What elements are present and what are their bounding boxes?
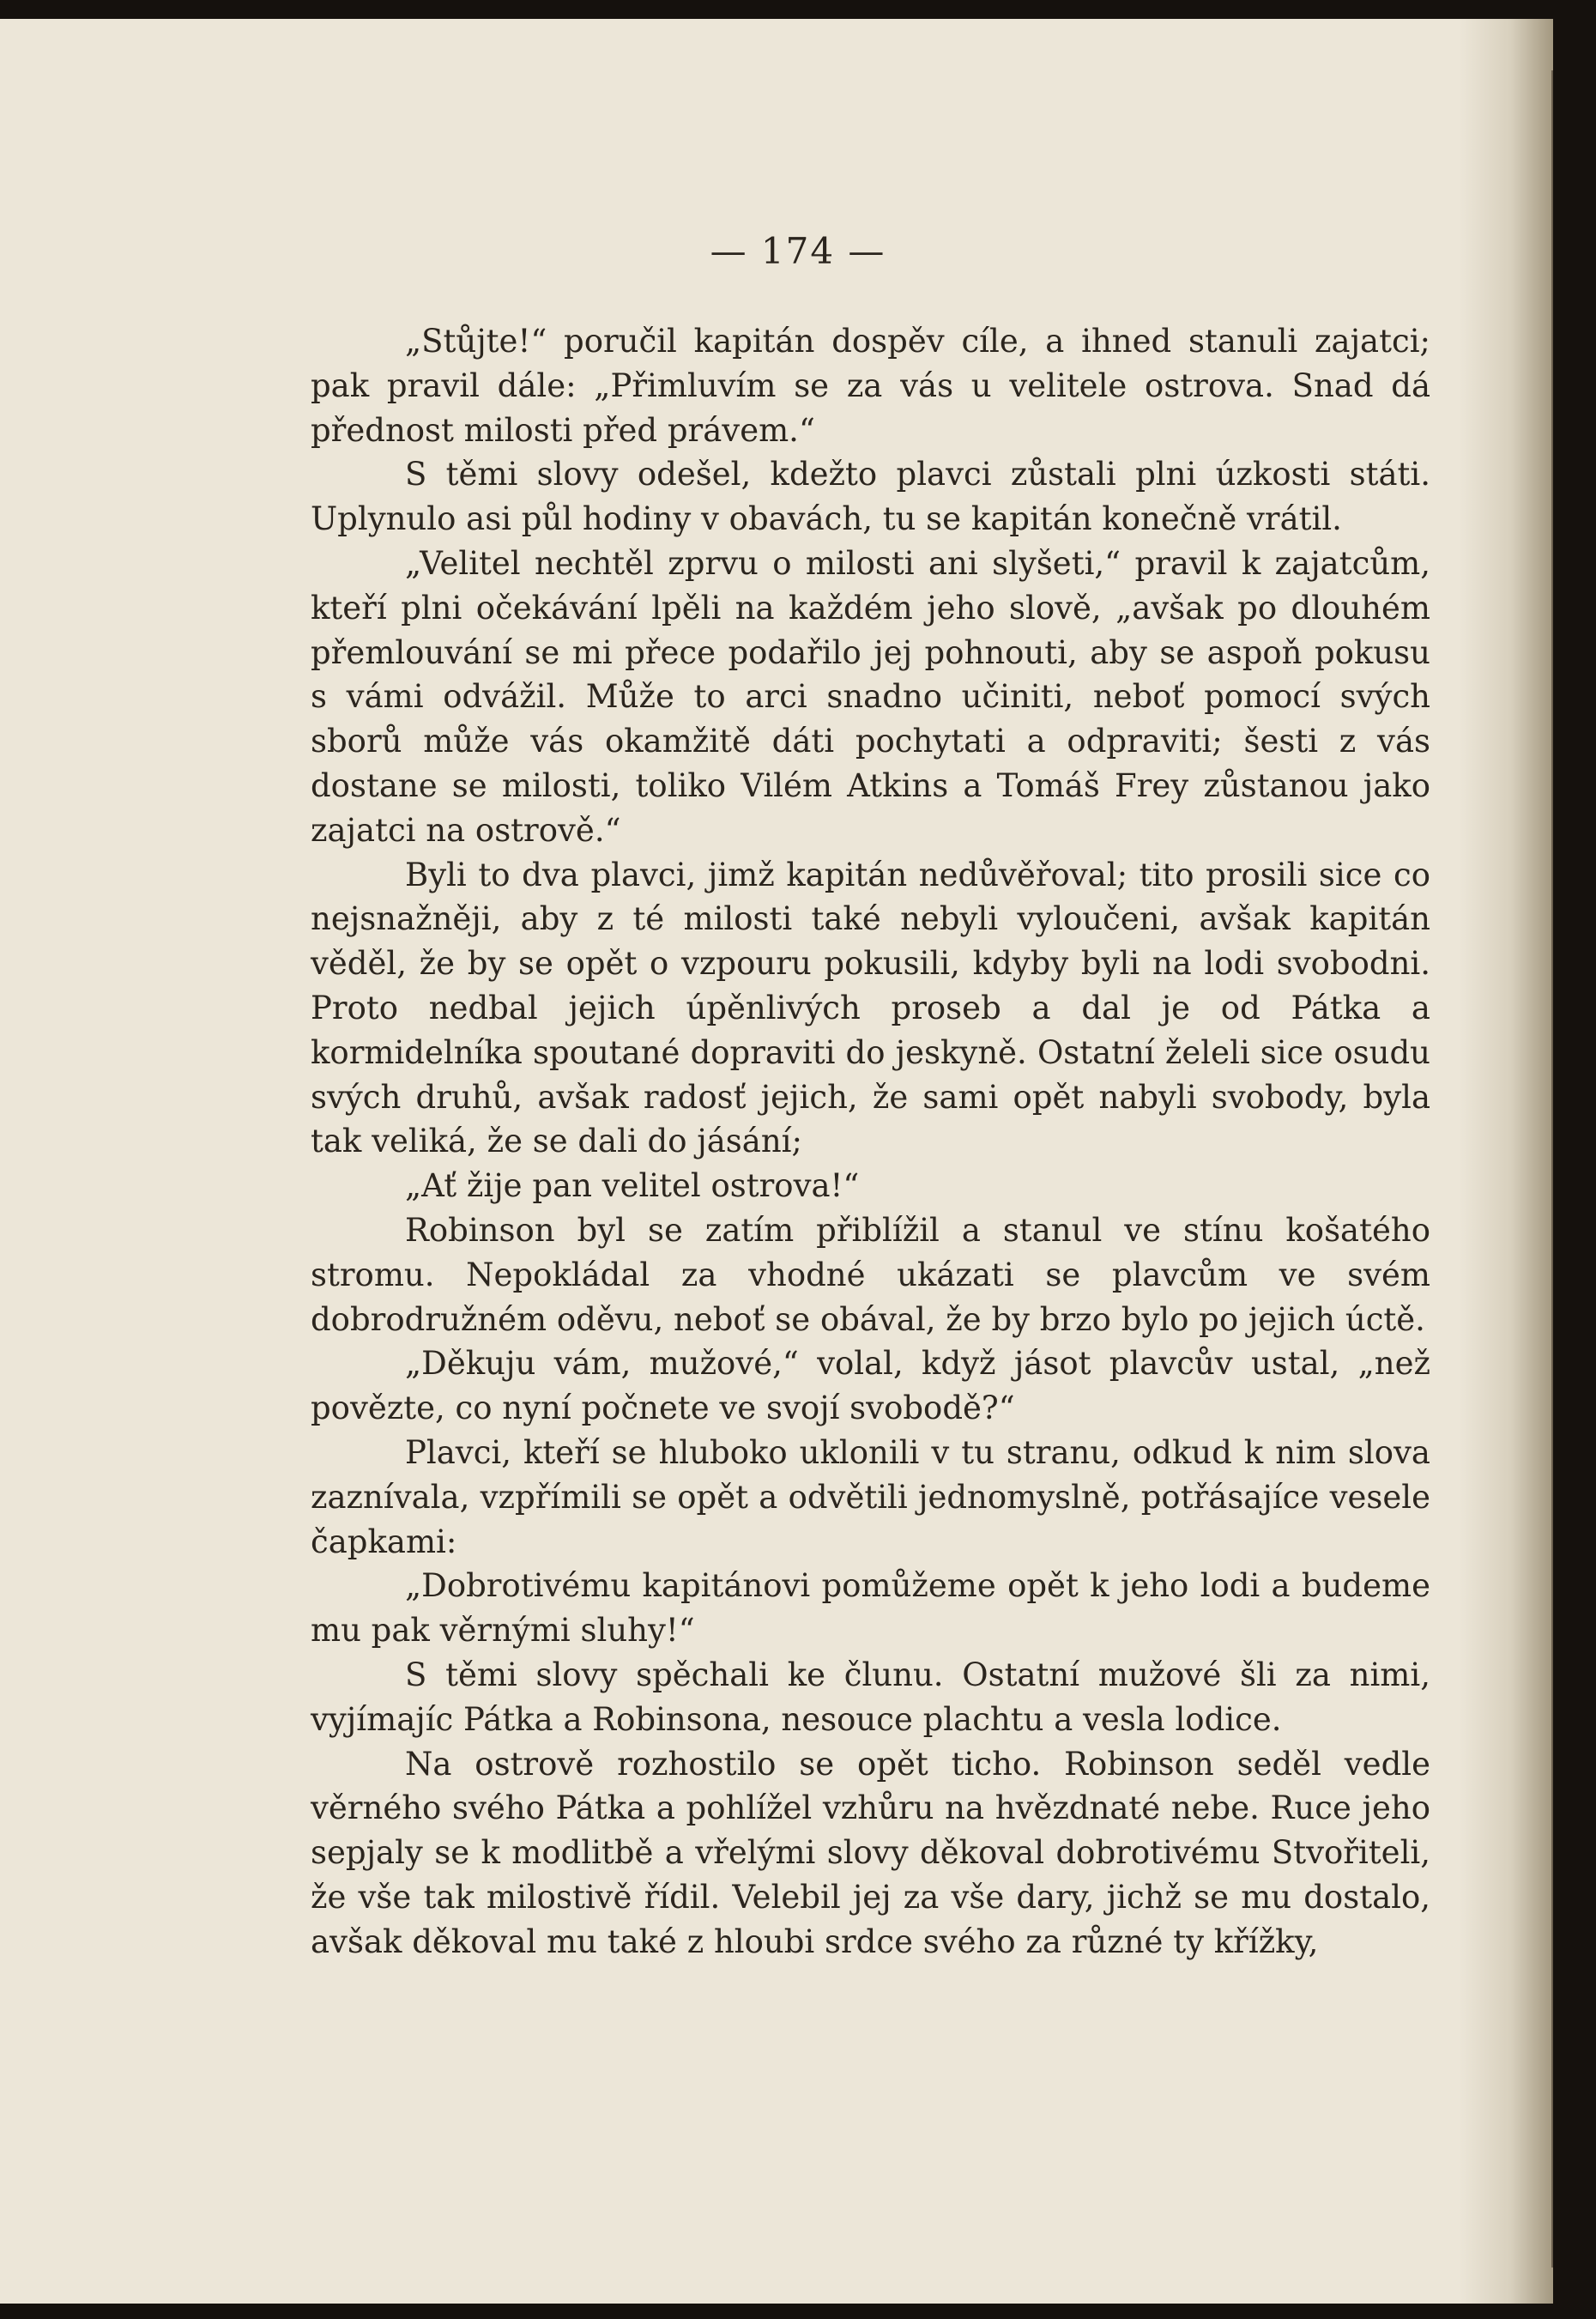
- paragraph: „Děkuju vám, mužové,“ volal, když jásot plavcův ustal, „než povězte, co nyní počnete ve svojí svobodě?“: [311, 1345, 1430, 1427]
- body-text: [311, 319, 1430, 1964]
- paragraph: Na ostrově rozhostilo se opět ticho. Robinson seděl vedle věrného svého Pátka a pohlížel vzhůru na hvězdnaté nebe. Ruce jeho sepjaly se k modlitbě a vřelými slovy děkoval dobrotivému Stvořiteli, že vše tak milostivě řídil. Velebil jej za vše dary, jichž se mu dostalo, avšak děkoval mu také z hloubi srdce svého za různé ty křížky,: [311, 1745, 1430, 1960]
- paragraph: „Dobrotivému kapitánovi pomůžeme opět k jeho lodi a budeme mu pak věrnými sluhy!“: [311, 1567, 1430, 1650]
- paragraph: Byli to dva plavci, jimž kapitán nedůvěřoval; tito prosili sice co nejsnažněji, aby z té milosti také nebyli vyloučeni, avšak kapitán věděl, že by se opět o vzpouru pokusili, kdyby byli na lodi svobodni. Proto nedbal jejich úpěnlivých proseb a dal je od Pátka a kormidelníka spoutané dopraviti do jeskyně. Ostatní želeli sice osudu svých druhů, avšak radosť jejich, že sami opět nabyli svobody, byla tak veliká, že se dali do jásání;: [311, 856, 1430, 1160]
- page-gutter-shadow: [1459, 19, 1553, 2304]
- paragraph: Robinson byl se zatím přiblížil a stanul ve stínu košatého stromu. Nepokládal za vhodné ukázati se plavcům ve svém dobrodružném oděvu, neboť se obával, že by brzo bylo po jejich úctě.: [311, 1211, 1430, 1338]
- paragraph: S těmi slovy odešel, kdežto plavci zůstali plni úzkosti státi. Uplynulo asi půl hodiny v obavách, tu se kapitán konečně vrátil.: [311, 456, 1430, 538]
- paragraph: „Stůjte!“ poručil kapitán dospěv cíle, a ihned stanuli zajatci; pak pravil dále: „Přimluvím se za vás u velitele ostrova. Snad dá přednost milosti před právem.“: [311, 323, 1430, 449]
- page-number: — 174 —: [710, 230, 886, 272]
- binding-edge: [1551, 70, 1553, 2268]
- paragraph: Plavci, kteří se hluboko uklonili v tu stranu, odkud k nim slova zaznívala, vzpřímili se opět a odvětili jednomyslně, potřásajíce vesele čapkami:: [311, 1433, 1430, 1560]
- paragraph: „Velitel nechtěl zprvu o milosti ani slyšeti,“ pravil k zajatcům, kteří plni očekávání lpěli na každém jeho slově, „avšak po dlouhém přemlouvání se mi přece podařilo jej pohnouti, aby se aspoň pokusu s vámi odvážil. Může to arci snadno učiniti, neboť pomocí svých sborů může vás okamžitě dáti pochytati a odpraviti; šesti z vás dostane se milosti, toliko Vilém Atkins a Tomáš Frey zůstanou jako zajatci na ostrově.“: [311, 544, 1430, 849]
- paragraph: S těmi slovy spěchali ke člunu. Ostatní mužové šli za nimi, vyjímajíc Pátka a Robinsona, nesouce plachtu a vesla lodice.: [311, 1656, 1430, 1738]
- paragraph: „Ať žije pan velitel ostrova!“: [405, 1167, 860, 1205]
